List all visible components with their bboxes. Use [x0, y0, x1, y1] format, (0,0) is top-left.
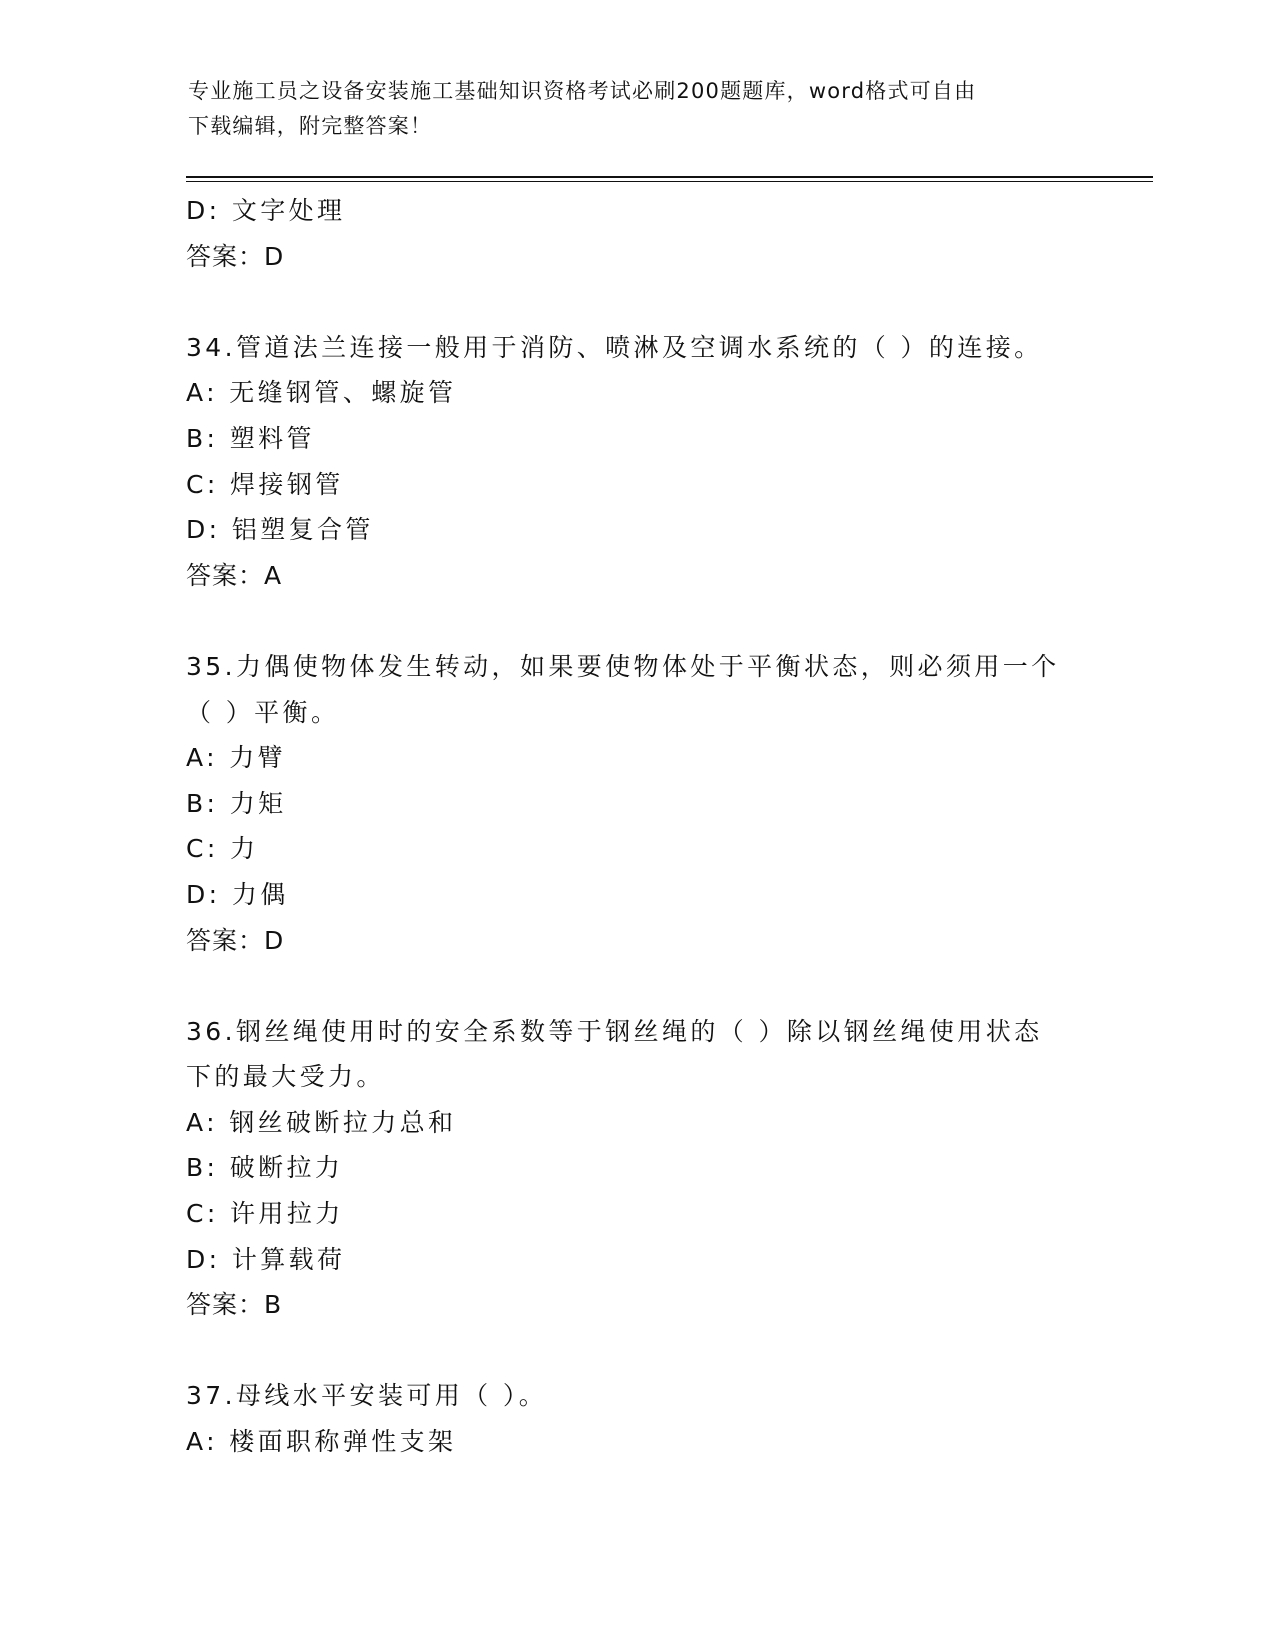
option-d: D: 计算载荷 — [186, 1244, 346, 1274]
option-a: A: 钢丝破断拉力总和 — [186, 1107, 457, 1137]
prev-answer: 答案：D — [186, 241, 285, 271]
header-divider-thin — [186, 181, 1153, 182]
option-b: B: 力矩 — [186, 788, 287, 818]
answer: 答案：A — [186, 560, 283, 590]
question-stem-line-1: 35.力偶使物体发生转动，如果要使物体处于平衡状态，则必须用一个 — [186, 651, 1060, 681]
option-a: A: 力臂 — [186, 743, 287, 773]
option-b: B: 塑料管 — [186, 423, 315, 453]
option-c: C: 力 — [186, 834, 259, 864]
spacer — [186, 279, 1086, 325]
answer: 答案：D — [186, 925, 285, 955]
spacer — [186, 963, 1086, 1009]
question-stem-line-2: （ ）平衡。 — [186, 697, 340, 727]
question-stem: 34.管道法兰连接一般用于消防、喷淋及空调水系统的（ ）的连接。 — [186, 332, 1043, 362]
option-b: B: 破断拉力 — [186, 1153, 344, 1183]
spacer — [186, 598, 1086, 644]
option-c: C: 焊接钢管 — [186, 469, 344, 499]
spacer — [186, 1328, 1086, 1374]
question-37 — [186, 1373, 1086, 1464]
question-stem-line-2: 下的最大受力。 — [186, 1062, 385, 1092]
option-a: A: 楼面职称弹性支架 — [186, 1427, 457, 1457]
question-34 — [186, 325, 1086, 599]
document-header — [188, 74, 1068, 144]
question-36 — [186, 1009, 1086, 1328]
option-c: C: 许用拉力 — [186, 1199, 344, 1229]
question-stem-line-1: 36.钢丝绳使用时的安全系数等于钢丝绳的（ ）除以钢丝绳使用状态 — [186, 1016, 1043, 1046]
answer: 答案：B — [186, 1290, 283, 1320]
header-divider-thick — [186, 176, 1153, 178]
option-d: D: 铝塑复合管 — [186, 515, 374, 545]
header-title-line-1: 专业施工员之设备安装施工基础知识资格考试必刷200题题库，word格式可自由 — [188, 79, 977, 103]
question-35 — [186, 644, 1086, 963]
prev-option-d: D: 文字处理 — [186, 196, 346, 225]
option-a: A: 无缝钢管、螺旋管 — [186, 378, 457, 408]
question-stem: 37.母线水平安装可用（ ）。 — [186, 1381, 548, 1411]
option-d: D: 力偶 — [186, 879, 289, 909]
header-title-line-2: 下载编辑，附完整答案！ — [188, 114, 433, 138]
question-content — [186, 188, 1086, 1465]
